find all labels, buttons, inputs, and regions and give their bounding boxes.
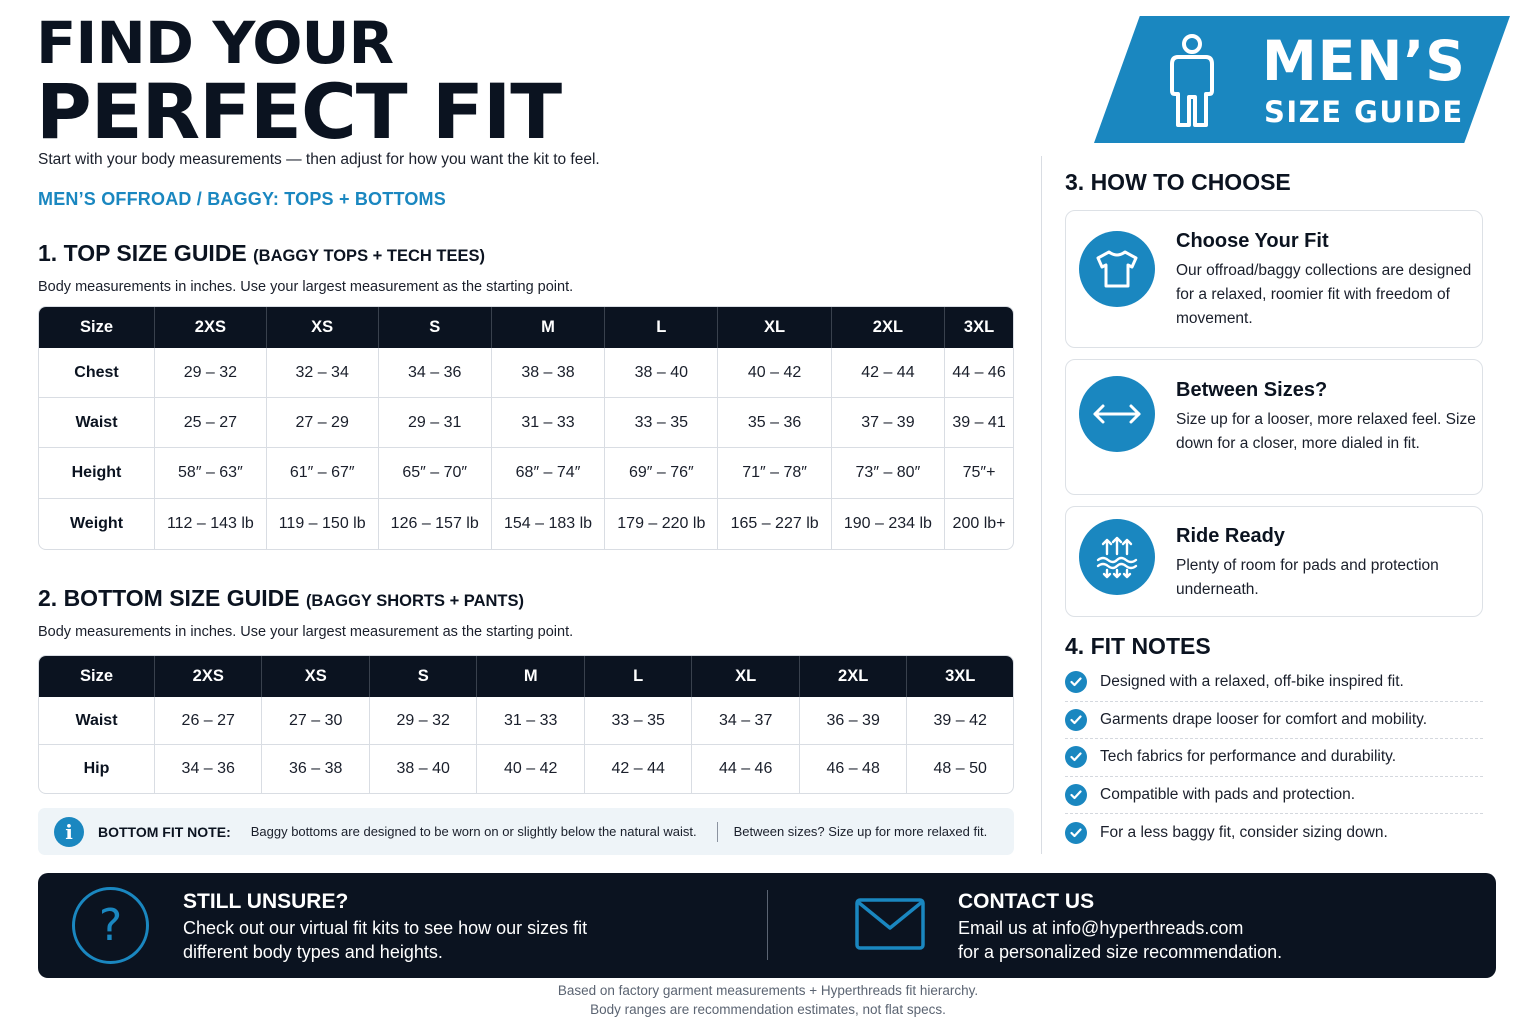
row-label: Hip: [39, 745, 155, 793]
table-cell: 44 – 46: [945, 348, 1013, 398]
size-guide-badge: [1094, 16, 1510, 143]
card-title: Ride Ready: [1176, 525, 1285, 547]
fit-note-item: Compatible with pads and protection.: [1100, 786, 1356, 804]
table-cell: 39 – 42: [907, 697, 1013, 745]
table-cell: 29 – 31: [379, 398, 492, 448]
row-label: Waist: [39, 697, 155, 745]
help-banner: [38, 873, 1496, 978]
table-cell: 33 – 35: [605, 398, 718, 448]
contact-text: for a personalized size recommendation.: [958, 942, 1283, 962]
footer-line-2: Body ranges are recommendation estimates, not flat specs.: [590, 1002, 946, 1017]
list-item: [1065, 702, 1483, 740]
card-body: Plenty of room for pads and protection underneath.: [1176, 557, 1439, 598]
table-cell: 58″ – 63″: [155, 448, 267, 499]
list-item: [1065, 664, 1483, 702]
check-icon: [1065, 746, 1087, 768]
table-cell: 48 – 50: [933, 760, 987, 777]
table-row: [39, 499, 1013, 549]
table-cell: 34 – 37: [692, 697, 799, 745]
column-header: XL: [718, 307, 831, 348]
column-header: 2XL: [800, 656, 907, 697]
column-header: S: [370, 656, 477, 697]
table-cell: 68″ – 74″: [492, 448, 605, 499]
bottom-fit-note: [38, 808, 1014, 855]
column-divider: [1041, 156, 1042, 854]
table-cell: 75″+: [945, 448, 1013, 499]
table-cell: 27 – 30: [262, 697, 369, 745]
top-guide-heading: [38, 240, 485, 267]
list-item: [1065, 739, 1483, 777]
fit-note-item: For a less baggy fit, consider sizing down.: [1100, 824, 1388, 842]
how-to-choose-heading: 3. HOW TO CHOOSE: [1065, 169, 1291, 195]
top-guide-heading-sub: (BAGGY TOPS + TECH TEES): [253, 247, 485, 265]
table-cell: 36 – 38: [262, 745, 369, 793]
ride-ready-card: [1065, 506, 1483, 617]
badge-subtitle: SIZE GUIDE: [1264, 95, 1464, 129]
table-cell: 73″ – 80″: [832, 448, 945, 499]
check-icon: [1065, 709, 1087, 731]
collection-label: MEN’S OFFROAD / BAGGY: TOPS + BOTTOMS: [38, 189, 446, 209]
row-label: Weight: [39, 499, 155, 549]
table-cell: 179 – 220 lb: [605, 499, 718, 549]
breathable-fabric-icon: [1079, 519, 1155, 595]
bottom-guide-heading-main: 2. BOTTOM SIZE GUIDE: [38, 585, 300, 611]
top-guide-note: Body measurements in inches. Use your largest measurement as the starting point.: [38, 279, 574, 295]
table-cell: 25 – 27: [155, 398, 267, 448]
contact-email-line[interactable]: Email us at info@hyperthreads.com: [958, 918, 1244, 938]
column-header: XL: [692, 656, 799, 697]
badge-title: MEN’S: [1262, 29, 1466, 93]
fit-note-text: Baggy bottoms are designed to be worn on or slightly below the natural waist.: [250, 824, 697, 839]
table-cell: 29 – 32: [155, 348, 267, 398]
table-cell: 36 – 39: [800, 697, 907, 745]
column-header: M: [477, 656, 584, 697]
table-header-row: [39, 656, 1013, 697]
column-header: Size: [39, 656, 155, 697]
table-cell: 37 – 39: [832, 398, 945, 448]
table-cell: 38 – 38: [492, 348, 605, 398]
info-icon: i: [54, 817, 84, 847]
table-cell: 42 – 44: [832, 348, 945, 398]
banner-divider: [767, 890, 768, 960]
table-cell: 42 – 44: [585, 745, 692, 793]
page-title-line2: PERFECT FIT: [36, 67, 562, 156]
check-icon: [1065, 671, 1087, 693]
card-body: Our offroad/baggy collections are designed for a relaxed, roomier fit with freedom of movement.: [1176, 262, 1472, 327]
fit-notes-list: [1065, 664, 1483, 852]
card-body: Size up for a looser, more relaxed feel. Size down for a closer, more dialed in fit.: [1176, 411, 1476, 452]
fit-note-item: Tech fabrics for performance and durability.: [1100, 748, 1397, 766]
page-subtitle: Start with your body measurements — then adjust for how you want the kit to feel.: [38, 151, 600, 168]
contact-title: CONTACT US: [958, 890, 1095, 913]
table-cell: 69″ – 76″: [605, 448, 718, 499]
mail-icon: [855, 898, 925, 950]
card-title: Between Sizes?: [1176, 379, 1328, 401]
table-cell: 44 – 46: [692, 745, 799, 793]
table-cell: 65″ – 70″: [379, 448, 492, 499]
list-item: [1065, 814, 1483, 852]
page-title: [36, 9, 562, 156]
table-cell: 32 – 34: [267, 348, 379, 398]
bottom-guide-note: Body measurements in inches. Use your largest measurement as the starting point.: [38, 624, 574, 640]
table-cell: 39 – 41: [945, 398, 1013, 448]
table-header-row: [39, 307, 1013, 348]
column-header: 3XL: [945, 307, 1013, 348]
column-header: L: [605, 307, 718, 348]
table-cell: 31 – 33: [477, 697, 584, 745]
top-size-table: [38, 306, 1014, 550]
table-cell: 190 – 234 lb: [832, 499, 945, 549]
table-cell: 27 – 29: [267, 398, 379, 448]
table-row: [39, 398, 1013, 448]
between-sizes-card: [1065, 359, 1483, 495]
question-icon: ?: [72, 887, 149, 964]
table-cell: 154 – 183 lb: [492, 499, 605, 549]
row-label: Chest: [39, 348, 155, 398]
page-title-line1: FIND YOUR: [36, 9, 394, 77]
table-cell: 34 – 36: [379, 348, 492, 398]
table-cell: 35 – 36: [718, 398, 831, 448]
column-header: M: [492, 307, 605, 348]
table-row: [39, 697, 1013, 745]
table-cell: 46 – 48: [800, 745, 907, 793]
card-title: Choose Your Fit: [1176, 230, 1329, 252]
column-header: XS: [267, 307, 379, 348]
arrows-horizontal-icon: [1079, 376, 1155, 452]
column-header: 2XS: [155, 656, 262, 697]
fit-note-label: BOTTOM FIT NOTE:: [98, 823, 231, 840]
table-cell: 200 lb+: [952, 515, 1006, 532]
tshirt-icon: [1079, 231, 1155, 307]
table-cell: 40 – 42: [477, 745, 584, 793]
table-cell: 165 – 227 lb: [718, 499, 831, 549]
table-cell: 38 – 40: [370, 745, 477, 793]
top-guide-heading-main: 1. TOP SIZE GUIDE: [38, 240, 247, 266]
table-cell: 119 – 150 lb: [267, 499, 379, 549]
table-cell: 112 – 143 lb: [155, 499, 267, 549]
table-row: [39, 745, 1013, 793]
table-cell: 71″ – 78″: [718, 448, 831, 499]
column-header: L: [585, 656, 692, 697]
fit-note-item: Garments drape looser for comfort and mobility.: [1100, 710, 1428, 728]
footer-line-1: Based on factory garment measurements + Hyperthreads fit hierarchy.: [557, 983, 979, 998]
table-cell: 26 – 27: [155, 697, 262, 745]
bottom-guide-heading-sub: (BAGGY SHORTS + PANTS): [305, 592, 524, 610]
fit-note-text-secondary: Between sizes? Size up for more relaxed fit.: [733, 824, 988, 839]
column-header: 2XL: [832, 307, 945, 348]
column-header: S: [379, 307, 492, 348]
check-icon: [1065, 784, 1087, 806]
bottom-guide-heading: [38, 585, 524, 612]
column-header: 2XS: [155, 307, 267, 348]
table-cell: 31 – 33: [492, 398, 605, 448]
column-header: Size: [39, 307, 155, 348]
table-row: [39, 448, 1013, 499]
table-cell: 38 – 40: [605, 348, 718, 398]
bottom-size-table: [38, 655, 1014, 794]
list-item: [1065, 777, 1483, 815]
table-cell: 40 – 42: [718, 348, 831, 398]
check-icon: [1065, 822, 1087, 844]
table-row: [39, 348, 1013, 398]
fit-note-divider: [717, 822, 718, 842]
table-cell: 33 – 35: [585, 697, 692, 745]
row-label: Waist: [39, 398, 155, 448]
column-header: XS: [262, 656, 369, 697]
table-cell: 126 – 157 lb: [379, 499, 492, 549]
table-cell: 34 – 36: [155, 745, 262, 793]
table-cell: 29 – 32: [370, 697, 477, 745]
table-cell: 61″ – 67″: [267, 448, 379, 499]
person-icon: [1164, 33, 1220, 129]
row-label: Height: [39, 448, 155, 499]
choose-fit-card: [1065, 210, 1483, 348]
fit-notes-heading: 4. FIT NOTES: [1065, 633, 1211, 659]
unsure-title: STILL UNSURE?: [183, 890, 349, 913]
column-header: 3XL: [907, 656, 1013, 697]
unsure-text: Check out our virtual fit kits to see how our sizes fit different body types and heights.: [183, 918, 588, 962]
fit-note-item: Designed with a relaxed, off-bike inspired fit.: [1100, 673, 1404, 691]
